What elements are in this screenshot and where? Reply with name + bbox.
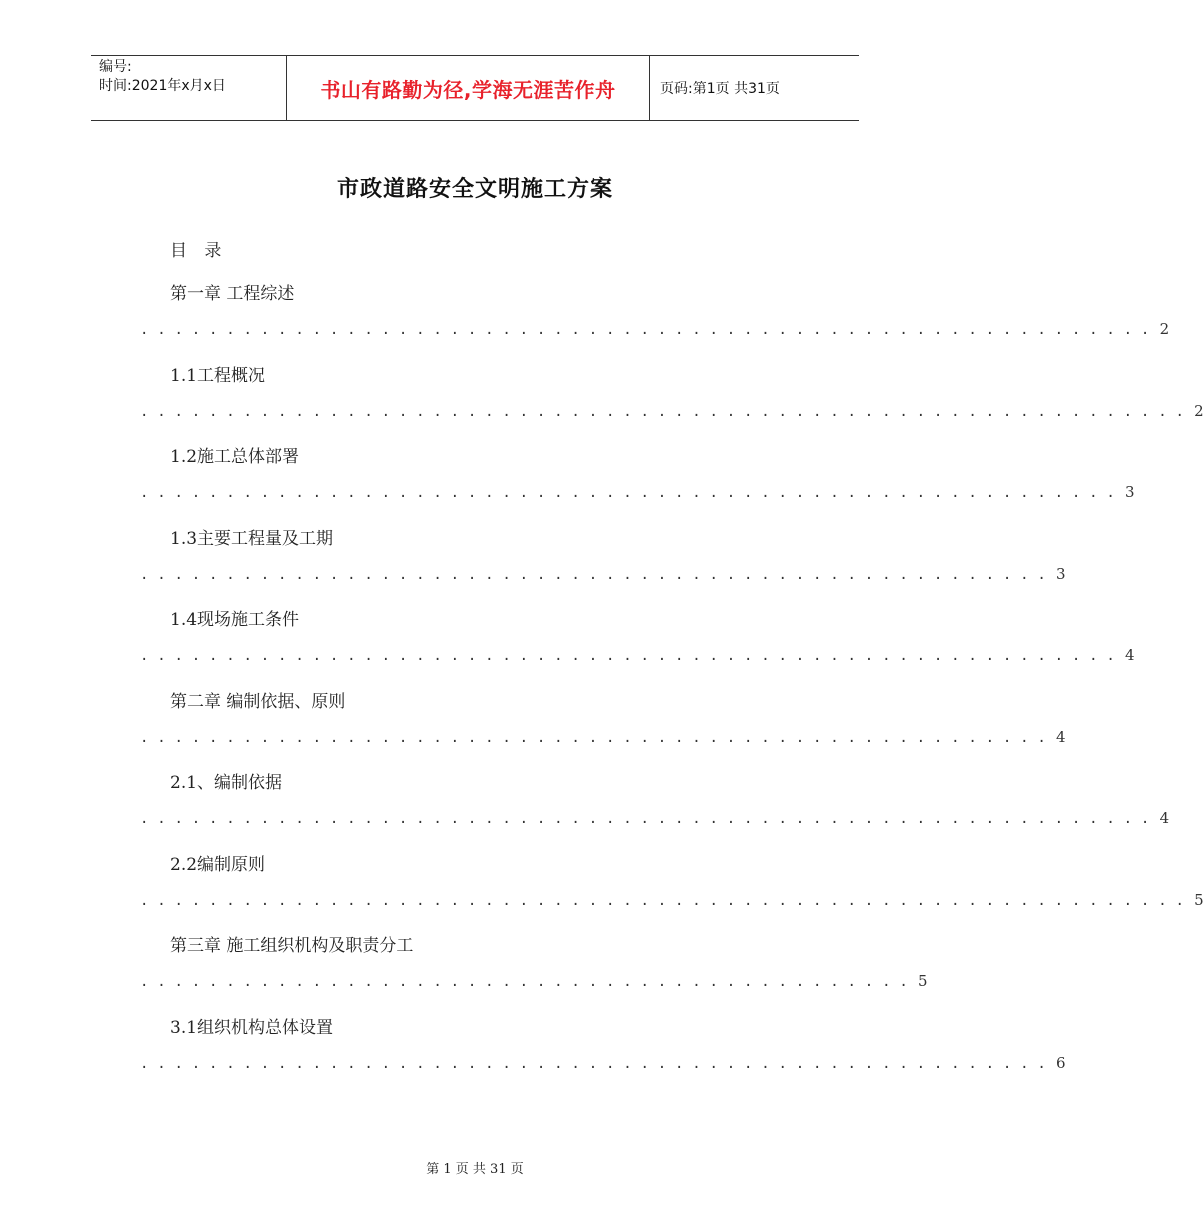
toc-entry-title[interactable]: 1.3主要工程量及工期 [170,528,334,549]
toc-entry-title[interactable]: 2.1、编制依据 [170,773,283,793]
time-label: 时间:2021年x月x日 [99,78,226,94]
toc-entry-leader [140,565,1066,583]
toc-entry-page: 4 [1159,809,1170,827]
toc-entry-title[interactable]: 1.1工程概况 [170,365,266,386]
toc-entry-title[interactable]: 1.4现场施工条件 [170,610,300,630]
toc-entry-dots: . . . . . . . . . . . . . . . . . . . . . . . . . . . . . . . . . . . . . . . . . . . . . . . . . . . . . [140,1055,1047,1072]
header-page-info: 页码:第1页 共31页 [660,81,780,97]
toc-entry-title[interactable]: 2.2编制原则 [170,854,266,875]
toc-entry-dots: . . . . . . . . . . . . . . . . . . . . . . . . . . . . . . . . . . . . . . . . . . . . . . . . . . . . . . . . . . . [140,322,1150,338]
toc-entry-title[interactable]: 第一章 工程综述 [170,284,295,304]
toc-entry-page: 5 [1194,890,1204,909]
toc-entry-leader [140,809,1169,827]
toc-entry-leader [140,972,928,990]
toc-entry-leader [140,891,1204,909]
toc-entry-leader [140,402,1204,420]
toc-entry-leader [140,728,1066,746]
code-label: 编号: [99,59,132,75]
toc-entry-title[interactable]: 第二章 编制依据、原则 [170,691,346,712]
toc-entry-dots: . . . . . . . . . . . . . . . . . . . . . . . . . . . . . . . . . . . . . . . . . . . . . . . . . . . . . [140,566,1047,583]
toc-entry-dots: . . . . . . . . . . . . . . . . . . . . . . . . . . . . . . . . . . . . . . . . . . . . . . . . . . . . . . . . . . . . . [140,403,1185,420]
toc-entry-leader [140,483,1135,501]
toc-entry-page: 3 [1125,483,1135,501]
document-title: 市政道路安全文明施工方案 [336,176,613,202]
toc-entry-leader [140,646,1135,664]
toc-entry-page: 3 [1056,564,1066,583]
toc-entry-dots: . . . . . . . . . . . . . . . . . . . . . . . . . . . . . . . . . . . . . . . . . . . . . . . . . . . . . . . . . . . [140,811,1150,827]
toc-entry-page: 4 [1125,646,1135,664]
toc-entry-leader [140,1054,1066,1072]
toc-entry-dots: . . . . . . . . . . . . . . . . . . . . . . . . . . . . . . . . . . . . . . . . . . . . . . . . . . . . . . . . . [140,648,1116,664]
header-motto: 书山有路勤为径,学海无涯苦作舟 [287,56,650,120]
toc-entry-dots: . . . . . . . . . . . . . . . . . . . . . . . . . . . . . . . . . . . . . . . . . . . . . [140,974,908,990]
toc-entry-title[interactable]: 3.1组织机构总体设置 [170,1017,334,1038]
toc-heading: 目 录 [170,241,228,261]
toc-entry-dots: . . . . . . . . . . . . . . . . . . . . . . . . . . . . . . . . . . . . . . . . . . . . . . . . . . . . . . . . . . . . . [140,892,1185,909]
toc-entry-page: 2 [1194,401,1204,420]
toc-entry-leader [140,320,1169,338]
toc-entry-title[interactable]: 1.2施工总体部署 [170,447,300,467]
page-footer: 第 1 页 共 31 页 [426,1162,524,1177]
toc-entry-dots: . . . . . . . . . . . . . . . . . . . . . . . . . . . . . . . . . . . . . . . . . . . . . . . . . . . . . [140,729,1047,746]
toc-entry-dots: . . . . . . . . . . . . . . . . . . . . . . . . . . . . . . . . . . . . . . . . . . . . . . . . . . . . . . . . . [140,485,1116,501]
toc-entry-title[interactable]: 第三章 施工组织机构及职责分工 [170,936,414,956]
toc-entry-page: 5 [917,972,928,990]
toc-entry-page: 6 [1056,1053,1066,1072]
toc-entry-page: 2 [1159,320,1170,338]
toc-entry-page: 4 [1056,727,1066,746]
